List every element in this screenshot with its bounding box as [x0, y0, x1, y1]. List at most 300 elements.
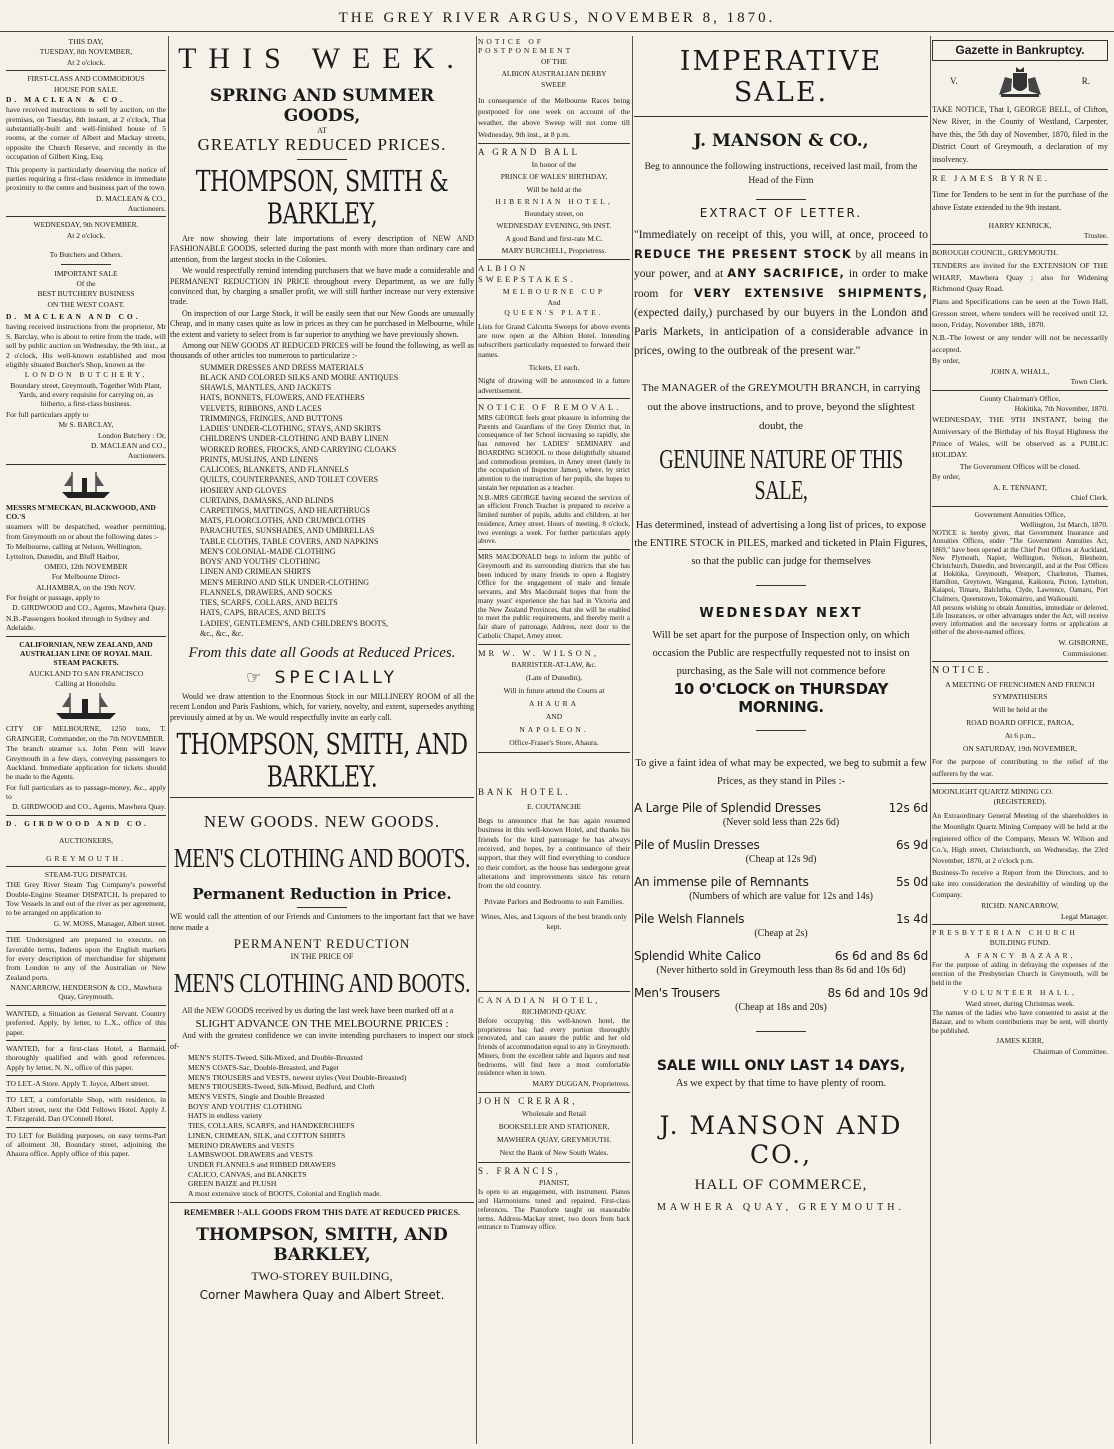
ad-body: Night of drawing will be announced in a future advertisement.	[478, 376, 630, 395]
goods-list-item: MEN'S COLONIAL-MADE CLOTHING	[200, 546, 336, 556]
ad-signature: Trustee.	[1083, 231, 1108, 241]
goods-list-item: HATS, CAPS, BRACES, AND BELTS	[200, 608, 326, 618]
ad-lead: Beg to announce the following instructions, received last mail, from the Head of the Firm	[644, 162, 918, 186]
letter-quote	[634, 226, 928, 362]
headline-reduced-prices: GREATLY REDUCED PRICES.	[197, 135, 447, 154]
goods-list-item: TIES, SCARFS, COLLARS, AND BELTS	[200, 598, 338, 608]
headline-new-goods: NEW GOODS. NEW GOODS.	[203, 812, 441, 832]
crest-letter: R.	[1081, 76, 1090, 87]
divider	[478, 549, 630, 550]
quote-emphasis: REDUCE THE PRESENT STOCK	[634, 246, 852, 261]
divider	[756, 1031, 806, 1032]
ad-line: BUILDING FUND.	[989, 938, 1051, 948]
goods-list-item: CARPETINGS, MATTINGS, AND HEARTHRUGS	[200, 505, 370, 515]
divider	[6, 931, 166, 932]
ad-body: The names of the ladies who have consented to assist at the Bazaar, and to whom contributions may be sent, will shortly be published.	[932, 1009, 1108, 1035]
divider	[297, 907, 347, 908]
ad-body: having received instructions from the proprietor, Mr S. Barclay, who is about to retire from the trade, will sell by public auction on Wednesday, the 9th inst., at 2 o'clock, His well-known established and most eligibly situated Butcher's Shop, known as the	[6, 322, 166, 369]
price-row	[634, 949, 928, 963]
divider	[634, 116, 928, 117]
divider	[6, 1127, 166, 1128]
divider	[478, 752, 630, 753]
divider	[170, 1202, 474, 1203]
ad-line: ON SATURDAY, 19th NOVEMBER,	[963, 743, 1077, 753]
price-note: (Cheap at 12s 9d)	[745, 854, 817, 866]
goods-list-item: BLACK AND COLORED SILKS AND MOIRE ANTIQUES	[200, 372, 399, 382]
divider	[932, 390, 1108, 391]
ad-line: MAWHERA QUAY, GREYMOUTH.	[497, 1134, 611, 1144]
ad-line: PIANIST,	[538, 1178, 570, 1187]
ad-body: THE Grey River Steam Tug Company's powerful Double-Engine Steamer DISPATCH, Is prepared to Tow Vessels in and out of the river as per agreement, to be arranged on application to	[6, 880, 166, 918]
headline-genuine-sale: GENUINE NATURE OF THIS SALE,	[659, 445, 903, 507]
price-row	[634, 801, 928, 815]
price-item: Men's Trousers	[634, 986, 720, 1001]
headline-spring-goods: SPRING AND SUMMER GOODS,	[209, 86, 435, 126]
ad-line: HIBERNIAN HOTEL,	[495, 196, 613, 206]
ad-line: A FANCY BAZAAR,	[964, 950, 1076, 960]
goods-list-item: VELVETS, RIBBONS, AND LACES	[200, 403, 322, 413]
ad-body: Boundary street, Greymouth, Together With Plant, Yards, and every requisite for carrying on, as hitherto, a first-class business.	[10, 380, 162, 409]
ad-signature: Chief Clerk.	[1070, 493, 1108, 503]
goods-list-item: MATS, FLOORCLOTHS, AND CRUMBCLOTHS	[200, 516, 366, 526]
ad-heading: D. MACLEAN AND CO.	[6, 312, 141, 321]
ad-signature: JAMES KERR,	[996, 1036, 1044, 1046]
ad-heading: BANK HOTEL.	[478, 787, 571, 798]
ad-heading: D. MACLEAN & CO.	[6, 94, 126, 104]
ad-line: Wines, Ales, and Liquors of the best brands only kept.	[481, 912, 627, 931]
divider	[61, 264, 111, 265]
goods-list-item: CALICO, CANVAS, and BLANKETS	[188, 1169, 307, 1179]
ad-line: WEDNESDAY, 9th NOVEMBER.	[33, 220, 139, 230]
ad-line: AHAURA	[528, 699, 580, 709]
goods-list-item: LINEN AND CRIMEAN SHIRTS	[200, 567, 311, 577]
ad-body: This property is particularly deserving the notice of parties requiring a first-class residence in immediate proximity to the centre and business part of the town.	[6, 164, 166, 193]
divider	[6, 866, 166, 867]
price-value: 6s 9d	[896, 838, 928, 853]
column-1	[6, 36, 166, 1444]
ad-line: For freight or passage, apply to	[6, 593, 100, 602]
ad-line: And	[547, 297, 561, 307]
quote-emphasis: ANY SACRIFICE,	[727, 266, 845, 281]
ad-body: Plans and Specifications can be seen at the Town Hall, Gresson street, where tenders will be received until 12, noon, Friday, November 18th, 1870.	[932, 296, 1108, 330]
price-value: 6s 6d and 8s 6d	[834, 949, 928, 964]
divider	[478, 1162, 630, 1163]
ad-heading: NOTICE.	[932, 665, 993, 677]
ad-body: An Extraordinary General Meeting of the shareholders in the Moonlight Quartz Mining Company will be held at the registered office of the Company, Messrs W. Wilson and Co.'s, High street, Christchurch, on Wednesday, the 23rd November, 1870, at 2 o'clock p.m.	[932, 811, 1108, 865]
ad-line: TUESDAY, 8th NOVEMBER,	[39, 47, 133, 57]
ad-body: MRS MACDONALD begs to inform the public of Greymouth and its surrounding districts that she has been induced by many friends to open a Registry Office for the engagement of male and female servants, and Mrs Macdonald hopes that from the many years' experience she has had in Victoria and the New Zealand Provinces, that she will be enabled to meet the public requirements, and thereby merit a fair share of patronage. Address, next door to the Catholic Chapel, Arney street.	[478, 553, 630, 640]
ad-line: IMPORTANT SALE	[54, 268, 118, 278]
crest-letter: V.	[950, 76, 958, 87]
ad-line: Government Annuities Office,	[974, 509, 1066, 519]
price-list	[634, 801, 928, 1013]
ad-line: TWO-STOREY BUILDING,	[251, 1268, 393, 1283]
ad-body: All persons wishing to obtain Annuities, immediate or deferred, Life Insurances, or other advantages under the Act, will receive every information and the necessary forms or application at either of the above-named offices.	[932, 604, 1108, 637]
ad-signature: Town Clerk.	[1070, 377, 1108, 387]
divider	[478, 143, 630, 144]
ad-body: The Government Offices will be closed.	[959, 462, 1081, 472]
price-item: Pile of Muslin Dresses	[634, 838, 760, 853]
ad-line: HALL OF COMMERCE,	[694, 1177, 868, 1194]
ad-line: Auctioneers.	[127, 451, 166, 461]
ad-classified: TO LET.-A Store. Apply T. Joyce, Albert street.	[6, 1079, 150, 1088]
headline-imperative-sale: IMPERATIVE SALE.	[679, 46, 883, 108]
goods-list-item: LINEN, CRIMEAN, SILK, and COTTON SHIRTS	[188, 1130, 346, 1140]
ad-body: NOTICE is hereby given, that Government Insurance and Annuities Offices, under "The Government Annuities Act, 1869," have been opened at the Chief Post Offices at Auckland, New Plymouth, Napier, Wellington, Nelson, Blenheim, Christchurch, Dunedin, and Invercargill, and at the Post Offices at Hokitika, Greymouth, Westport, Charleston, Thames, Hamilton, Greytown, Wanganui, Kaikoura, Picton, Lyttelton, Kaiapoi, Timaru, Balclutha, Clyde, Lawrence, Oamaru, Port Chalmers, Queenstown, Tokomairiro, and Waikouaiti.	[932, 530, 1108, 603]
divider	[6, 1075, 166, 1076]
ad-line: ALHAMBRA, on the 19th NOV.	[36, 582, 136, 592]
headline-wednesday: WEDNESDAY NEXT	[699, 605, 863, 621]
goods-list-item: LADIES' UNDER-CLOTHING, STAYS, AND SKIRTS	[200, 424, 381, 434]
goods-list-item: HOSIERY AND GLOVES	[200, 485, 287, 495]
headline-manson: J. MANSON & CO.,	[693, 131, 869, 151]
ad-body: Will be set apart for the purpose of Inspection only, on which occasion the Public are respectfully requested not to insist on purchasing, as the Sale will not commence before	[652, 629, 910, 677]
ad-line: Wellington, 1st March, 1870.	[1020, 519, 1108, 529]
ad-heading: MESSRS M'MECKAN, BLACKWOOD, AND CO.'S	[6, 502, 156, 521]
ad-block	[478, 159, 630, 256]
goods-list-item: UNDER FLANNELS and RIBBED DRAWERS	[188, 1160, 336, 1170]
column-rule	[168, 36, 169, 1444]
price-row	[634, 912, 928, 926]
ad-heading: BOROUGH COUNCIL, GREYMOUTH.	[932, 247, 1058, 257]
ad-line: Wholesale and Retail	[521, 1108, 587, 1118]
headline-firm-name: THOMPSON, SMITH & BARKLEY,	[195, 166, 449, 232]
goods-list	[170, 363, 474, 639]
ad-body: CITY OF MELBOURNE, 1250 tons, T. GRAINGER, Commander, on the 7th NOVEMBER.	[6, 724, 166, 743]
ad-body: To give a faint idea of what may be expected, we beg to submit a few Prices, as they stand in Piles :-	[635, 758, 927, 788]
ad-line: OMEO, 12th NOVEMBER	[44, 561, 128, 571]
ad-line: SWEEP.	[541, 79, 567, 89]
quote-text: (expected daily,) purchased by our buyers in the London and Paris Markets, in anticipation of a considerable advance in prices, owing to the outbreak of the present war."	[634, 307, 928, 358]
ad-heading: CALIFORNIAN, NEW ZEALAND, AND AUSTRALIAN LINE OF ROYAL MAIL STEAM PACKETS.	[19, 639, 153, 668]
headline-permanent-reduction: Permanent Reduction in Price.	[192, 885, 452, 904]
specially-text: SPECIALLY	[274, 668, 399, 689]
price-row	[634, 838, 928, 852]
ad-body: Has determined, instead of advertising a long list of prices, to expose the ENTIRE STOCK in PILES, marked and ticketed in Plain Figures, so that the public can judge for themselves	[634, 520, 928, 568]
ad-line: NAPOLEON.	[519, 725, 589, 735]
ad-signature: A. E. TENNANT,	[992, 482, 1048, 492]
goods-list-item: GREEN BAIZE and PLUSH	[188, 1179, 277, 1189]
goods-list-item: PRINTS, MUSLINS, AND LINENS	[200, 454, 319, 464]
ad-body: For full particulars as to passage-money, &c., apply to	[6, 782, 166, 801]
ad-line: To Butchers and Others.	[49, 250, 123, 260]
ad-body: The branch steamer s.s. John Penn will leave Greymouth in a few days, conveying passengers to Auckland. Immediate application for tickets should be made to the Agents.	[6, 744, 166, 782]
ad-line: PRINCE OF WALES' BIRTHDAY,	[500, 172, 608, 182]
headline-firm-name: THOMPSON, SMITH, AND BARKLEY.	[176, 729, 468, 795]
ad-line: AND	[545, 712, 563, 722]
ad-line: MARY BURCHELL, Proprietress.	[501, 245, 607, 255]
ad-heading: A GRAND BALL	[478, 146, 581, 157]
divider	[478, 259, 630, 260]
price-note: (Numbers of which are value for 12s and 14s)	[689, 891, 873, 903]
ad-line: Next the Bank of New South Wales.	[499, 1147, 609, 1157]
price-item: Pile Welsh Flannels	[634, 912, 745, 927]
goods-list-item: QUILTS, COUNTERPANES, AND TOILET COVERS	[200, 475, 379, 485]
divider	[932, 244, 1108, 245]
price-note: (Never hitherto sold in Greymouth less than 8s 6d and 10s 6d)	[656, 965, 906, 977]
column-2-thompson-smith-barkley	[170, 36, 474, 1444]
ad-line: (Late of Dunedin),	[525, 673, 583, 683]
ad-line: QUEEN'S PLATE.	[504, 308, 604, 318]
ad-line: At 6 p.m.,	[1004, 730, 1036, 740]
ad-heading: ALBION SWEEPSTAKES.	[478, 263, 576, 284]
headline-gazette-bankruptcy: Gazette in Bankruptcy.	[932, 40, 1108, 61]
quote-text: in order to make room for	[634, 268, 928, 301]
ad-line: ON THE WEST COAST.	[47, 299, 125, 309]
ad-heading: D. GIRDWOOD AND CO.	[6, 818, 150, 828]
column-3	[478, 36, 630, 1444]
price-row	[634, 875, 928, 889]
divider	[6, 216, 166, 217]
goods-list-item: FLANNELS, DRAWERS, AND SOCKS	[200, 587, 333, 597]
goods-list-item: CALICOES, BLANKETS, AND FLANNELS	[200, 465, 349, 475]
ad-heading: RE JAMES BYRNE.	[932, 172, 1050, 183]
goods-list-item: CURTAINS, DAMASKS, AND BLINDS	[200, 495, 334, 505]
divider	[6, 1040, 166, 1041]
ad-body: have received instructions to sell by auction, on the premises, on Tuesday, 8th instant, at 2 o'clock, That substantially-built and well-finished house of 5 rooms, at the corner of Albert and Mackay streets, opposite the Church Reserve, and recently in the occupation of Gilbert King, Esq.	[6, 105, 166, 162]
divider	[756, 199, 806, 200]
ad-line: Will be held at the	[992, 704, 1048, 714]
ad-line: RICHMOND QUAY.	[521, 1006, 587, 1016]
royal-coat-of-arms-icon	[995, 65, 1045, 99]
divider	[6, 1091, 166, 1092]
ad-line: THIS DAY,	[68, 37, 104, 46]
goods-list-item: &c., &c., &c.	[200, 628, 244, 638]
ad-line: Will in future attend the Courts at	[503, 686, 605, 696]
ad-line: D. MACLEAN and CO.,	[91, 440, 166, 450]
ad-body: N.B.-The lowest or any tender will not be necessarily accepted.	[932, 333, 1108, 354]
goods-list-item: LADIES', GENTLEMEN'S, AND CHILDREN'S BOOTS,	[200, 618, 389, 628]
ad-body: As we expect by that time to have plenty of room.	[675, 1078, 887, 1090]
ad-body: All the NEW GOODS received by us during the last week have been marked off at a	[182, 1005, 454, 1015]
headline-manson-footer: J. MANSON AND CO.,	[659, 1111, 903, 1170]
column-4-manson	[634, 36, 928, 1444]
price-item: An immense pile of Remnants	[634, 875, 809, 890]
ad-line: (REGISTERED).	[993, 796, 1047, 806]
divider	[932, 506, 1108, 507]
headline-firm-name: THOMPSON, SMITH, AND BARKLEY,	[196, 1224, 448, 1265]
ad-body: Among our NEW GOODS AT REDUCED PRICES will be found the following, as well as thousands of other articles too numerous to particularize :-	[170, 340, 474, 361]
ad-house-sale-header	[6, 37, 166, 94]
ad-butchery-header	[6, 220, 166, 309]
ad-body: THE Undersigned are prepared to execute, on favorable terms, Indents upon the English markets for every description of merchandise for shipment from London to any of the Australian or New Zealand ports.	[6, 935, 166, 982]
ad-line: Boundary street, on	[524, 209, 584, 219]
price-value: 12s 6d	[888, 801, 928, 816]
ad-body: We would respectfully remind intending purchasers that we have made a considerable and PERMANENT REDUCTION IN PRICE throughout every Department, as we are fully convinced that, by charging a smaller profit, we will still further increase our very extensive trade.	[170, 266, 474, 307]
royal-crest	[932, 61, 1108, 103]
divider	[932, 169, 1108, 170]
divider	[297, 159, 347, 160]
ad-heading: MR W. W. WILSON,	[478, 647, 600, 658]
goods-list-item: A most extensive stock of BOOTS, Colonial and English made.	[188, 1189, 382, 1199]
headline-mens-clothing: MEN'S CLOTHING AND BOOTS.	[173, 842, 471, 874]
masthead: THE GREY RIVER ARGUS, NOVEMBER 8, 1870.	[0, 0, 1114, 32]
ad-line: IN THE PRICE OF	[290, 951, 354, 961]
price-note: (Cheap at 18s and 20s)	[735, 1002, 827, 1014]
divider	[6, 70, 166, 71]
ad-line: Hokitika, 7th November, 1870.	[1014, 403, 1108, 413]
ad-signature: Commissioner.	[1062, 648, 1108, 658]
headline-permanent-reduction-2: PERMANENT REDUCTION	[233, 935, 411, 951]
ad-signature: JOHN A. WHALL,	[990, 366, 1050, 376]
ad-line: N.B.-Passengers booked through to Sydney and Adelaide.	[6, 613, 150, 633]
ad-signature: RICHD. NANCARROW,	[981, 901, 1059, 911]
ad-address: Corner Mawhera Quay and Albert Street.	[199, 1287, 445, 1302]
price-item: A Large Pile of Splendid Dresses	[634, 801, 821, 816]
ad-line: A MEETING OF FRENCHMEN AND FRENCH SYMPATHISERS	[945, 679, 1095, 701]
divider	[756, 730, 806, 731]
column-5	[932, 36, 1108, 1444]
headline-slight-advance: SLIGHT ADVANCE ON THE MELBOURNE PRICES :	[195, 1018, 449, 1031]
ad-block	[478, 659, 630, 749]
steamship-icon	[54, 691, 118, 721]
headline-reduced-date: From this date all Goods at Reduced Prices.	[188, 645, 456, 662]
headline-extract: EXTRACT OF LETTER.	[699, 205, 863, 220]
goods-list-item: MEN'S COATS-Sac, Double-Breasted, and Paget	[188, 1062, 339, 1072]
ad-line: Will be held at the	[526, 184, 582, 194]
goods-list-item: LAMBSWOOL DRAWERS and VESTS	[188, 1150, 313, 1160]
ad-classified: TO LET, a comfortable Shop, with residence, in Albert street, next the Odd Fellows Hotel. Apply J. T. Fitzgerald, Dan O'Connell Hotel.	[6, 1095, 166, 1124]
ad-line: AT	[317, 126, 327, 135]
ad-line: MELBOURNE CUP	[502, 287, 606, 297]
ad-heading: CANADIAN HOTEL,	[478, 994, 601, 1005]
ad-classified: TO LET for Building purposes, on easy terms-Part of allotment 30, Boundary street, adjoining the Ahaura office. Apply office of this paper.	[6, 1130, 166, 1159]
ad-signature: G. W. MOSS, Manager, Albert street.	[53, 918, 166, 928]
divider	[6, 464, 166, 465]
divider	[756, 585, 806, 586]
ad-line: ROAD BOARD OFFICE, PAROA,	[966, 717, 1074, 727]
ad-line: County Chairman's Office,	[979, 393, 1061, 403]
ad-heading: STEAM-TUG DISPATCH.	[44, 869, 128, 879]
ad-line: For full particulars apply to	[6, 409, 89, 419]
goods-list	[170, 1053, 474, 1199]
divider	[6, 1005, 166, 1006]
goods-list-item: SHAWLS, MANTLES, AND JACKETS	[200, 383, 332, 393]
ad-line: Calling at Honolulu.	[55, 679, 117, 688]
price-value: 8s 6d and 10s 9d	[827, 986, 928, 1001]
ad-signature: By order,	[932, 356, 961, 366]
ad-line: In honor of the	[531, 160, 577, 170]
ad-line: London Butchery : Or,	[97, 430, 166, 440]
ad-body: steamers will be despatched, weather permitting, from Greymouth on or about the following dates :-	[6, 522, 166, 541]
ad-line: D. GIRDWOOD and CO., Agents, Mawhera Quay.	[12, 603, 166, 613]
steamship-icon	[58, 468, 114, 500]
ad-line: For Melbourne Direct-	[51, 572, 121, 582]
ad-body: For the purpose of aiding in defraying the expenses of the erection of the Presbyterian Church in Greymouth, will be held in the	[932, 961, 1108, 987]
ad-heading: PRESBYTERIAN CHURCH	[932, 927, 1078, 937]
goods-list-item: TRIMMINGS, FRINGES, AND BUTTONS	[200, 413, 343, 423]
price-note: (Never sold less than 22s 6d)	[722, 817, 840, 829]
goods-list-item: MEN'S VESTS, Single and Double Breasted	[188, 1092, 325, 1102]
ad-body: Begs to announce that he has again resumed business in this well-known Hotel, and thanks his friends for the kind patronage he has always received, and hopes, by a continuance of their support, that they will find everything to conduce to their comfort, as the house has undergone great alterations and improvements since his return from the old country.	[478, 815, 630, 891]
goods-list-item: SUMMER DRESSES AND DRESS MATERIALS	[200, 362, 364, 372]
ad-signature: HARRY KENRICK,	[988, 220, 1052, 230]
goods-list-item: PARACHUTES, SUNSHADES, AND UMBRELLAS	[200, 526, 375, 536]
ad-body: Are now showing their late importations of every description of NEW AND FASHIONABLE GOODS, selected during the past month with more than ordinary care and attention, from the largest stocks in the Colonies.	[170, 234, 474, 264]
ad-body: TENDERS are invited for the EXTENSION OF THE WHARF, Mawhera Quay ; also for Widening Richmond Quay Road.	[932, 260, 1108, 294]
ad-line: For the purpose of contributing to the relief of the sufferers by the war.	[932, 756, 1108, 778]
ad-body: N.B.-MRS GEORGE having secured the services of an efficient French Teacher is prepared to receive a limited number of pupils, adults and children, at her residence, Arney street. Hours of meeting, 8 o'clock, two evenings a week. For further particulars apply above.	[478, 493, 630, 546]
ad-line: LONDON BUTCHERY,	[24, 370, 148, 380]
column-rule	[476, 36, 477, 1444]
ad-line: AUCKLAND TO SAN FRANCISCO	[28, 668, 144, 678]
quote-emphasis: VERY EXTENSIVE SHIPMENTS,	[693, 286, 928, 301]
quote-text: "Immediately on receipt of this, you will, at once, proceed to	[634, 228, 928, 241]
divider	[478, 644, 630, 645]
divider	[932, 783, 1108, 784]
ad-signature: W. GISBORNE,	[1058, 638, 1108, 648]
ad-heading: MOONLIGHT QUARTZ MINING CO.	[932, 786, 1054, 796]
price-item: Splendid White Calico	[634, 949, 761, 964]
price-row	[634, 986, 928, 1000]
ad-body: Ward street, during Christmas week.	[965, 998, 1075, 1008]
ad-signature: Legal Manager.	[1060, 911, 1108, 921]
ad-body: Is open to an engagement, with instrument. Pianos and Harmoniums tuned and repaired. First-class references. The Pianoforte taught on reasonable terms. Address-Mackay street, two doors from back entrance to Tramway office.	[478, 1188, 630, 1232]
headline-mens-clothing-2: MEN'S CLOTHING AND BOOTS.	[173, 967, 471, 999]
ad-line: WEDNESDAY EVENING, 9th INST.	[496, 221, 612, 231]
goods-list-item: HATS in endless variety	[188, 1111, 263, 1121]
ad-line: At 2 o'clock.	[66, 57, 106, 67]
ad-body: WE would call the attention of our Friends and Customers to the important fact that we have now made a	[170, 912, 474, 932]
ad-heading: NOTICE OF POSTPONEMENT	[478, 37, 574, 56]
ad-line: BOOKSELLER AND STATIONER,	[498, 1121, 610, 1131]
headline-remember: REMEMBER !-ALL GOODS FROM THIS DATE AT REDUCED PRICES.	[183, 1206, 461, 1217]
ad-line: BEST BUTCHERY BUSINESS	[37, 289, 135, 299]
divider	[170, 797, 474, 798]
ad-line: At 2 o'clock.	[66, 230, 106, 240]
ad-line: ALBION AUSTRALIAN DERBY	[501, 69, 607, 79]
divider	[478, 1092, 630, 1093]
goods-list-item: MEN'S SUITS-Tweed, Silk-Mixed, and Double-Breasted	[188, 1053, 363, 1063]
pointing-hand-icon: ☞	[245, 668, 275, 689]
divider	[6, 815, 166, 816]
ad-line: Private Parlors and Bedrooms to suit Families.	[484, 896, 624, 906]
ad-line: Mr S. BARCLAY,	[58, 420, 114, 430]
goods-list-item: MEN'S MERINO AND SILK UNDER-CLOTHING	[200, 577, 369, 587]
ad-line: BARRISTER-AT-LAW, &c.	[511, 660, 597, 670]
goods-list-item: CHILDREN'S UNDER-CLOTHING AND BABY LINEN	[200, 434, 389, 444]
goods-list-item: MERINO DRAWERS and VESTS	[188, 1140, 295, 1150]
headline-ten-oclock: 10 O'CLOCK on THURSDAY MORNING.	[673, 680, 889, 717]
divider	[6, 636, 166, 637]
goods-list-item: TIES, COLLARS, SCARFS, and HANDKERCHIEFS	[188, 1121, 355, 1131]
ad-line: Office-Fraser's Store, Ahaura.	[509, 738, 599, 748]
ad-line: VOLUNTEER HALL,	[963, 988, 1077, 998]
ad-heading: S. FRANCIS,	[478, 1165, 561, 1176]
goods-list-item: MEN'S TROUSERS and VESTS, newest styles (Vest Double-Breasted)	[188, 1072, 407, 1082]
ad-body: Before occupying this well-known hotel, the proprietress has had every portion thoroughly renovated, and can assure the public and her old friends of accommodation equal to any in Greymouth. Miners, from the excellent table and liquors and neat bedrooms, will find here a most comfortable residence when in town.	[478, 1016, 630, 1078]
divider	[478, 398, 630, 399]
column-rule	[632, 36, 633, 1444]
ad-line: E. COUTANCHE	[527, 802, 581, 812]
divider	[932, 924, 1108, 925]
ad-line: To Melbourne, calling at Nelson, Wellington, Lyttelton, Dunedin, and Bluff Harbor,	[6, 542, 142, 561]
ad-signature: D. GIRDWOOD and CO., Agents, Mawhera Quay.	[12, 802, 166, 812]
headline-fourteen-days: SALE WILL ONLY LAST 14 DAYS,	[656, 1058, 906, 1075]
ad-signature: MARY DUGGAN, Proprietress.	[532, 1079, 630, 1089]
ad-body: TAKE NOTICE, That I, GEORGE BELL, of Clifton, New River, in the County of Westland, Carpenter, have this, the 5th day of November, 1870, filed in the District Court of Greymouth, a declaration of my insolvency.	[932, 105, 1108, 164]
divider	[478, 991, 630, 992]
ad-line: FIRST-CLASS AND COMMODIOUS	[27, 74, 145, 84]
ad-heading: NOTICE OF REMOVAL.	[478, 402, 622, 413]
goods-list-item: BOYS' AND YOUTHS' CLOTHING	[200, 557, 321, 567]
price-note: (Cheap at 2s)	[754, 928, 808, 940]
ad-line: OF THE	[541, 56, 567, 66]
ad-body: WEDNESDAY, THE 9TH INSTANT, being the Anniversary of the Birthday of his Royal Highness the Prince of Wales, will be observed as a PUBLIC HOLIDAY.	[932, 415, 1108, 460]
goods-list-item: TABLE CLOTHS, TABLE COVERS, AND NAPKINS	[200, 536, 379, 546]
ad-body: And with the greatest confidence we can invite intending purchasers to inspect our stock of-	[170, 1031, 474, 1051]
ad-body: Time for Tenders to be sent in for the purchase of the above Estate extended to the 9th instant.	[932, 189, 1108, 213]
